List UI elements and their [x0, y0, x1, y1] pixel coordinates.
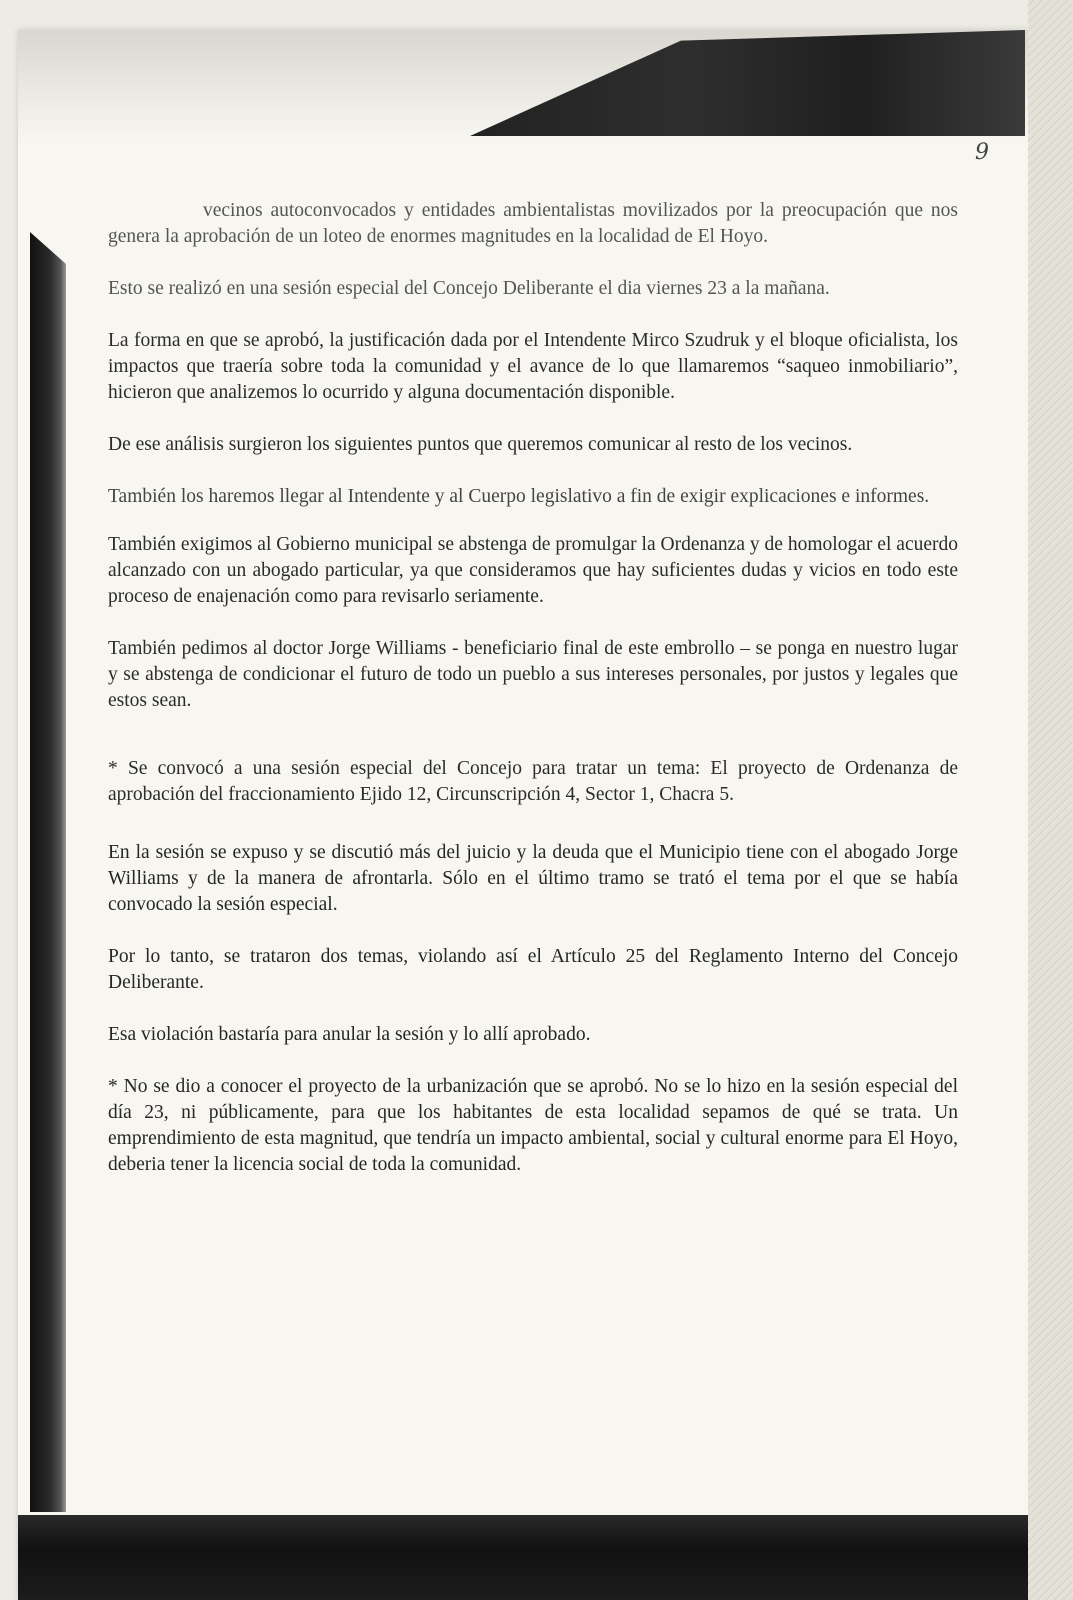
paragraph-6: También exigimos al Gobierno municipal se abstenga de promulgar la Ordenanza y de homologar el acuerdo alcanzado con un abogado particular, ya que consideramos que hay suficientes dudas y vicios en todo este proceso de enajenación como para revisarlo seriamente.	[108, 534, 958, 607]
paragraph-5: También los haremos llegar al Intendente y al Cuerpo legislativo a fin de exigir explicaciones e informes.	[108, 486, 930, 507]
left-scan-shadow	[30, 232, 66, 1512]
paragraph-9: En la sesión se expuso y se discutió más del juicio y la deuda que el Municipio tiene con el abogado Jorge Williams y de la manera de afrontarla. Sólo en el último tramo se trató el tema por el que se había convocado la sesión especial.	[108, 842, 958, 915]
paragraph-3: La forma en que se aprobó, la justificación dada por el Intendente Mirco Szudruk y el bloque oficialista, los impactos que traería sobre toda la comunidad y el avance de lo que llamaremos “saqueo inmobiliario”, hicieron que analizemos lo ocurrido y alguna documentación disponible.	[108, 330, 958, 403]
paragraph-12: * No se dio a conocer el proyecto de la urbanización que se aprobó. No se lo hizo en la sesión especial del día 23, ni públicamente, para que los habitantes de esta localidad sepamos de qué se trata. Un emprendimiento de esta magnitud, que tendría un impacto ambiental, social y cultural enorme para El Hoyo, deberia tener la licencia social de toda la comunidad.	[108, 1076, 958, 1175]
page-number: 9	[975, 140, 989, 165]
document-body	[108, 198, 958, 1204]
paragraph-11: Esa violación bastaría para anular la sesión y lo allí aprobado.	[108, 1024, 591, 1045]
paragraph-8: * Se convocó a una sesión especial del Concejo para tratar un tema: El proyecto de Ordenanza de aprobación del fraccionamiento Ejido 12, Circunscripción 4, Sector 1, Chacra 5.	[108, 758, 958, 805]
right-background-edge	[1028, 0, 1073, 1600]
paragraph-7: También pedimos al doctor Jorge Williams - beneficiario final de este embrollo – se ponga en nuestro lugar y se abstenga de condicionar el futuro de todo un pueblo a sus intereses personales, por justos y legales que estos sean.	[108, 638, 958, 711]
paragraph-2: Esto se realizó en una sesión especial del Concejo Deliberante el dia viernes 23 a la mañana.	[108, 278, 830, 299]
paragraph-10: Por lo tanto, se trataron dos temas, violando así el Artículo 25 del Reglamento Interno del Concejo Deliberante.	[108, 946, 958, 993]
bottom-scan-shadow	[18, 1515, 1028, 1600]
paragraph-1: vecinos autoconvocados y entidades ambientalistas movilizados por la preocupación que nos genera la aprobación de un loteo de enormes magnitudes en la localidad de El Hoyo.	[108, 200, 958, 247]
paragraph-4: De ese análisis surgieron los siguientes puntos que queremos comunicar al resto de los vecinos.	[108, 434, 853, 455]
